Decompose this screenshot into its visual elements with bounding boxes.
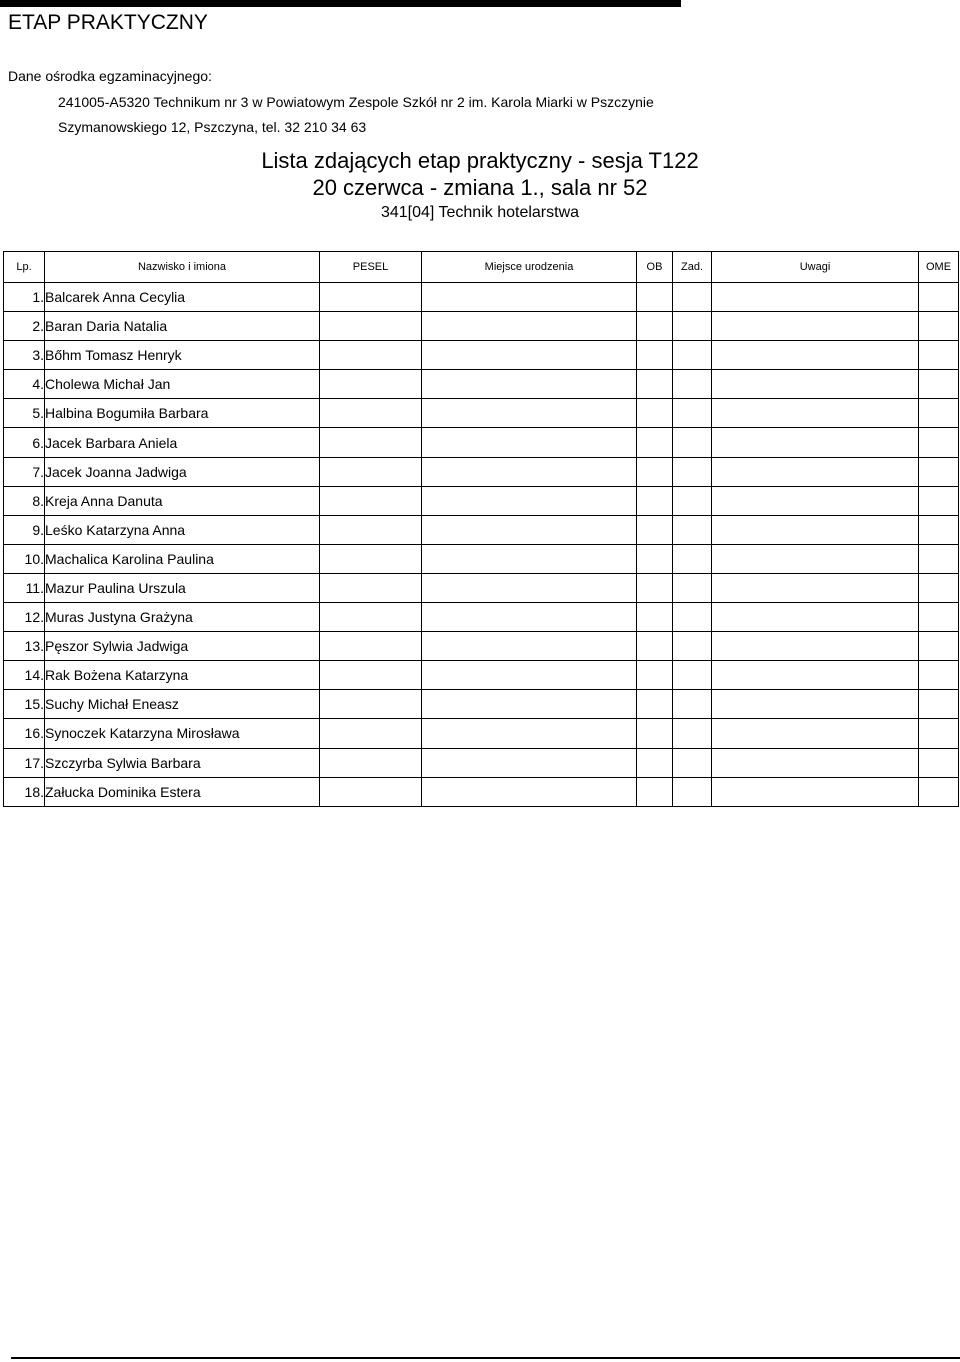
empty-cell xyxy=(919,719,959,748)
row-number: 7. xyxy=(4,457,45,486)
empty-cell xyxy=(422,661,637,690)
table-row xyxy=(4,515,959,544)
empty-cell xyxy=(712,748,919,777)
empty-cell xyxy=(637,661,673,690)
empty-cell xyxy=(919,428,959,457)
table-row xyxy=(4,370,959,399)
empty-cell xyxy=(637,399,673,428)
empty-cell xyxy=(712,283,919,312)
empty-cell xyxy=(712,341,919,370)
empty-cell xyxy=(320,544,422,573)
roster-table xyxy=(3,251,959,807)
empty-cell xyxy=(712,777,919,806)
empty-cell xyxy=(422,544,637,573)
table-row xyxy=(4,544,959,573)
empty-cell xyxy=(637,341,673,370)
row-number: 14. xyxy=(4,661,45,690)
empty-cell xyxy=(673,486,712,515)
empty-cell xyxy=(422,457,637,486)
empty-cell xyxy=(422,312,637,341)
empty-cell xyxy=(673,312,712,341)
empty-cell xyxy=(637,312,673,341)
center-name: 241005-A5320 Technikum nr 3 w Powiatowym Zespole Szkół nr 2 im. Karola Miarki w Pszczynie xyxy=(58,94,654,110)
row-number: 10. xyxy=(4,544,45,573)
row-number: 11. xyxy=(4,573,45,602)
table-row xyxy=(4,632,959,661)
column-header: OME xyxy=(919,252,959,283)
table-row xyxy=(4,573,959,602)
profession: 341[04] Technik hotelarstwa xyxy=(380,204,580,221)
empty-cell xyxy=(919,370,959,399)
candidate-name: Machalica Karolina Paulina xyxy=(45,544,320,573)
table-row xyxy=(4,312,959,341)
empty-cell xyxy=(673,777,712,806)
empty-cell xyxy=(422,428,637,457)
empty-cell xyxy=(673,603,712,632)
empty-cell xyxy=(637,428,673,457)
empty-cell xyxy=(712,486,919,515)
empty-cell xyxy=(422,573,637,602)
list-title: Lista zdających etap praktyczny - sesja T122 xyxy=(261,148,699,173)
row-number: 1. xyxy=(4,283,45,312)
empty-cell xyxy=(712,399,919,428)
top-bar xyxy=(0,0,681,7)
empty-cell xyxy=(637,486,673,515)
empty-cell xyxy=(320,283,422,312)
candidate-name: Kreja Anna Danuta xyxy=(45,486,320,515)
table-row xyxy=(4,341,959,370)
candidate-name: Jacek Joanna Jadwiga xyxy=(45,457,320,486)
list-date: 20 czerwca - zmiana 1., sala nr 52 xyxy=(312,175,648,200)
empty-cell xyxy=(919,486,959,515)
empty-cell xyxy=(637,603,673,632)
empty-cell xyxy=(919,661,959,690)
column-header: Zad. xyxy=(673,252,712,283)
table-header xyxy=(4,252,959,283)
candidate-name: Szczyrba Sylwia Barbara xyxy=(45,748,320,777)
empty-cell xyxy=(637,544,673,573)
empty-cell xyxy=(673,661,712,690)
column-header: PESEL xyxy=(320,252,422,283)
empty-cell xyxy=(320,777,422,806)
empty-cell xyxy=(919,283,959,312)
table-row xyxy=(4,457,959,486)
empty-cell xyxy=(673,370,712,399)
empty-cell xyxy=(320,370,422,399)
row-number: 5. xyxy=(4,399,45,428)
table-row xyxy=(4,399,959,428)
empty-cell xyxy=(919,690,959,719)
empty-cell xyxy=(712,661,919,690)
row-number: 13. xyxy=(4,632,45,661)
empty-cell xyxy=(637,719,673,748)
row-number: 16. xyxy=(4,719,45,748)
empty-cell xyxy=(919,603,959,632)
candidate-name: Mazur Paulina Urszula xyxy=(45,573,320,602)
empty-cell xyxy=(320,515,422,544)
table-row xyxy=(4,486,959,515)
empty-cell xyxy=(637,748,673,777)
empty-cell xyxy=(919,399,959,428)
empty-cell xyxy=(637,515,673,544)
candidate-name: Muras Justyna Grażyna xyxy=(45,603,320,632)
empty-cell xyxy=(712,603,919,632)
center-label: Dane ośrodka egzaminacyjnego: xyxy=(8,68,212,84)
empty-cell xyxy=(919,457,959,486)
empty-cell xyxy=(712,312,919,341)
empty-cell xyxy=(712,428,919,457)
empty-cell xyxy=(919,748,959,777)
empty-cell xyxy=(919,544,959,573)
empty-cell xyxy=(320,690,422,719)
candidate-name: Leśko Katarzyna Anna xyxy=(45,515,320,544)
empty-cell xyxy=(919,777,959,806)
table-row xyxy=(4,748,959,777)
empty-cell xyxy=(320,719,422,748)
candidate-name: Synoczek Katarzyna Mirosława xyxy=(45,719,320,748)
empty-cell xyxy=(320,486,422,515)
empty-cell xyxy=(673,544,712,573)
empty-cell xyxy=(422,690,637,719)
row-number: 6. xyxy=(4,428,45,457)
empty-cell xyxy=(712,690,919,719)
column-header: Uwagi xyxy=(712,252,919,283)
candidate-name: Halbina Bogumiła Barbara xyxy=(45,399,320,428)
empty-cell xyxy=(637,690,673,719)
empty-cell xyxy=(919,573,959,602)
empty-cell xyxy=(422,370,637,399)
candidate-name: Rak Bożena Katarzyna xyxy=(45,661,320,690)
empty-cell xyxy=(673,399,712,428)
empty-cell xyxy=(637,370,673,399)
empty-cell xyxy=(712,515,919,544)
row-number: 8. xyxy=(4,486,45,515)
candidate-name: Pęszor Sylwia Jadwiga xyxy=(45,632,320,661)
empty-cell xyxy=(422,341,637,370)
empty-cell xyxy=(673,457,712,486)
empty-cell xyxy=(712,544,919,573)
candidate-name: Balcarek Anna Cecylia xyxy=(45,283,320,312)
stage-title: ETAP PRAKTYCZNY xyxy=(8,11,208,34)
empty-cell xyxy=(919,632,959,661)
candidate-name: Cholewa Michał Jan xyxy=(45,370,320,399)
empty-cell xyxy=(320,573,422,602)
empty-cell xyxy=(320,399,422,428)
row-number: 9. xyxy=(4,515,45,544)
row-number: 17. xyxy=(4,748,45,777)
table-row xyxy=(4,283,959,312)
row-number: 3. xyxy=(4,341,45,370)
empty-cell xyxy=(637,777,673,806)
empty-cell xyxy=(320,748,422,777)
empty-cell xyxy=(637,457,673,486)
empty-cell xyxy=(422,399,637,428)
empty-cell xyxy=(422,632,637,661)
table-row xyxy=(4,690,959,719)
bottom-line xyxy=(11,1357,960,1359)
empty-cell xyxy=(712,719,919,748)
empty-cell xyxy=(919,312,959,341)
column-header: OB xyxy=(637,252,673,283)
empty-cell xyxy=(919,341,959,370)
empty-cell xyxy=(422,748,637,777)
empty-cell xyxy=(673,690,712,719)
table-row xyxy=(4,428,959,457)
row-number: 4. xyxy=(4,370,45,399)
empty-cell xyxy=(673,341,712,370)
table-row xyxy=(4,603,959,632)
table-row xyxy=(4,719,959,748)
candidate-name: Bőhm Tomasz Henryk xyxy=(45,341,320,370)
empty-cell xyxy=(320,312,422,341)
empty-cell xyxy=(320,661,422,690)
empty-cell xyxy=(320,341,422,370)
row-number: 15. xyxy=(4,690,45,719)
empty-cell xyxy=(673,632,712,661)
empty-cell xyxy=(320,632,422,661)
empty-cell xyxy=(712,457,919,486)
row-number: 12. xyxy=(4,603,45,632)
empty-cell xyxy=(320,428,422,457)
empty-cell xyxy=(673,428,712,457)
column-header: Miejsce urodzenia xyxy=(422,252,637,283)
empty-cell xyxy=(712,573,919,602)
candidate-name: Jacek Barbara Aniela xyxy=(45,428,320,457)
column-header: Lp. xyxy=(4,252,45,283)
empty-cell xyxy=(422,719,637,748)
empty-cell xyxy=(422,486,637,515)
empty-cell xyxy=(673,515,712,544)
row-number: 18. xyxy=(4,777,45,806)
empty-cell xyxy=(637,283,673,312)
empty-cell xyxy=(712,370,919,399)
empty-cell xyxy=(637,632,673,661)
candidate-name: Załucka Dominika Estera xyxy=(45,777,320,806)
empty-cell xyxy=(637,573,673,602)
center-address: Szymanowskiego 12, Pszczyna, tel. 32 210 34 63 xyxy=(58,119,367,135)
table-row xyxy=(4,661,959,690)
empty-cell xyxy=(673,748,712,777)
candidate-name: Suchy Michał Eneasz xyxy=(45,690,320,719)
empty-cell xyxy=(422,777,637,806)
empty-cell xyxy=(422,515,637,544)
empty-cell xyxy=(422,603,637,632)
empty-cell xyxy=(422,283,637,312)
table-row xyxy=(4,777,959,806)
empty-cell xyxy=(673,283,712,312)
candidate-name: Baran Daria Natalia xyxy=(45,312,320,341)
row-number: 2. xyxy=(4,312,45,341)
empty-cell xyxy=(320,457,422,486)
empty-cell xyxy=(919,515,959,544)
empty-cell xyxy=(320,603,422,632)
empty-cell xyxy=(673,573,712,602)
empty-cell xyxy=(712,632,919,661)
empty-cell xyxy=(673,719,712,748)
column-header: Nazwisko i imiona xyxy=(45,252,320,283)
